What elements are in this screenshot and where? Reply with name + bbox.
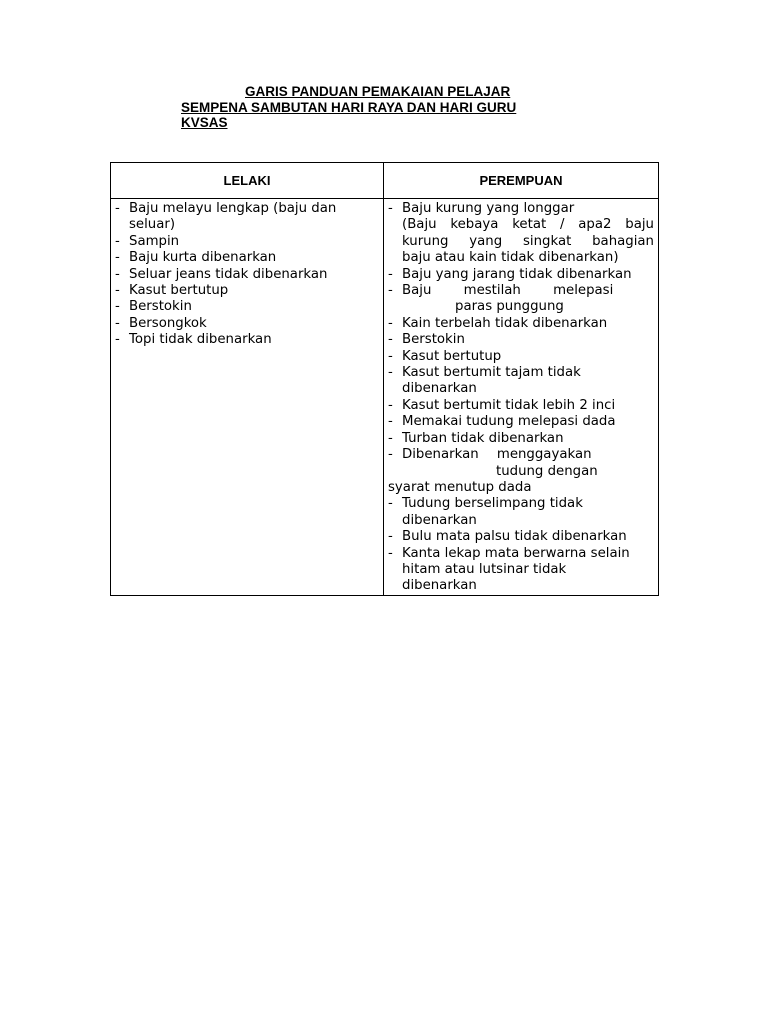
list-item-text: (Baju kebaya ketat / apa2 baju bbox=[402, 217, 654, 233]
list-item-text: - Tudung berselimpang tidak bbox=[402, 496, 583, 512]
header-row bbox=[111, 163, 659, 199]
list-item: - Kain terbelah tidak dibenarkan bbox=[388, 316, 654, 332]
list-item: - Baju yang jarang tidak dibenarkan bbox=[388, 267, 654, 283]
list-item bbox=[388, 283, 654, 316]
list-item-text: syarat menutup dada bbox=[388, 479, 532, 495]
title-line-2: SEMPENA SAMBUTAN HARI RAYA DAN HARI GURU bbox=[181, 99, 517, 115]
document-title bbox=[181, 84, 601, 131]
list-item: - Kasut bertutup bbox=[115, 283, 379, 299]
list-item: - Berstokin bbox=[388, 332, 654, 348]
list-item: - Kasut bertumit tidak lebih 2 inci bbox=[388, 398, 654, 414]
list-item: - Memakai tudung melepasi dada bbox=[388, 414, 654, 430]
lelaki-list bbox=[115, 201, 379, 349]
perempuan-cell bbox=[384, 199, 659, 596]
list-item: - Turban tidak dibenarkan bbox=[388, 431, 654, 447]
title-line-1: GARIS PANDUAN PEMAKAIAN PELAJAR bbox=[245, 84, 511, 99]
list-item: - Baju kurta dibenarkan bbox=[115, 250, 379, 266]
list-item: - Bulu mata palsu tidak dibenarkan bbox=[388, 529, 654, 545]
list-item-text: - Kanta lekap mata berwarna selain bbox=[402, 545, 630, 561]
dress-code-table bbox=[110, 162, 659, 596]
content-row bbox=[111, 199, 659, 596]
list-item-text: - Dibenarkan menggayakan bbox=[402, 447, 592, 463]
list-item bbox=[388, 365, 654, 398]
list-item-text: tudung dengan bbox=[496, 463, 598, 479]
list-item-text: dibenarkan bbox=[402, 381, 477, 397]
list-item-text: baju atau kain tidak dibenarkan) bbox=[402, 250, 619, 266]
list-item-text: dibenarkan bbox=[402, 578, 477, 594]
list-item-text: hitam atau lutsinar tidak bbox=[402, 561, 567, 577]
list-item-text: seluar) bbox=[129, 217, 176, 233]
list-item: - Bersongkok bbox=[115, 316, 379, 332]
list-item bbox=[388, 447, 654, 496]
list-item bbox=[115, 201, 379, 234]
list-item: - Kasut bertutup bbox=[388, 349, 654, 365]
list-item: - Sampin bbox=[115, 234, 379, 250]
lelaki-cell bbox=[111, 199, 384, 596]
list-item-text: - Baju mestilah melepasi bbox=[402, 283, 614, 299]
list-item bbox=[388, 201, 654, 267]
list-item: - Seluar jeans tidak dibenarkan bbox=[115, 267, 379, 283]
header-lelaki: LELAKI bbox=[111, 163, 384, 199]
list-item-text: - Baju kurung yang longgar bbox=[402, 201, 575, 216]
list-item bbox=[388, 496, 654, 529]
perempuan-list bbox=[388, 201, 654, 595]
list-item-text: kurung yang singkat bahagian bbox=[402, 233, 654, 249]
list-item: - Topi tidak dibenarkan bbox=[115, 332, 379, 348]
list-item-text: - Baju melayu lengkap (baju dan bbox=[129, 201, 337, 216]
header-perempuan: PEREMPUAN bbox=[384, 163, 659, 199]
list-item-text: - Kasut bertumit tajam tidak bbox=[402, 365, 581, 381]
list-item: - Berstokin bbox=[115, 299, 379, 315]
list-item-text: dibenarkan bbox=[402, 512, 477, 528]
list-item bbox=[388, 546, 654, 595]
title-line-3: KVSAS bbox=[181, 115, 228, 130]
list-item-text: paras punggung bbox=[455, 299, 564, 315]
